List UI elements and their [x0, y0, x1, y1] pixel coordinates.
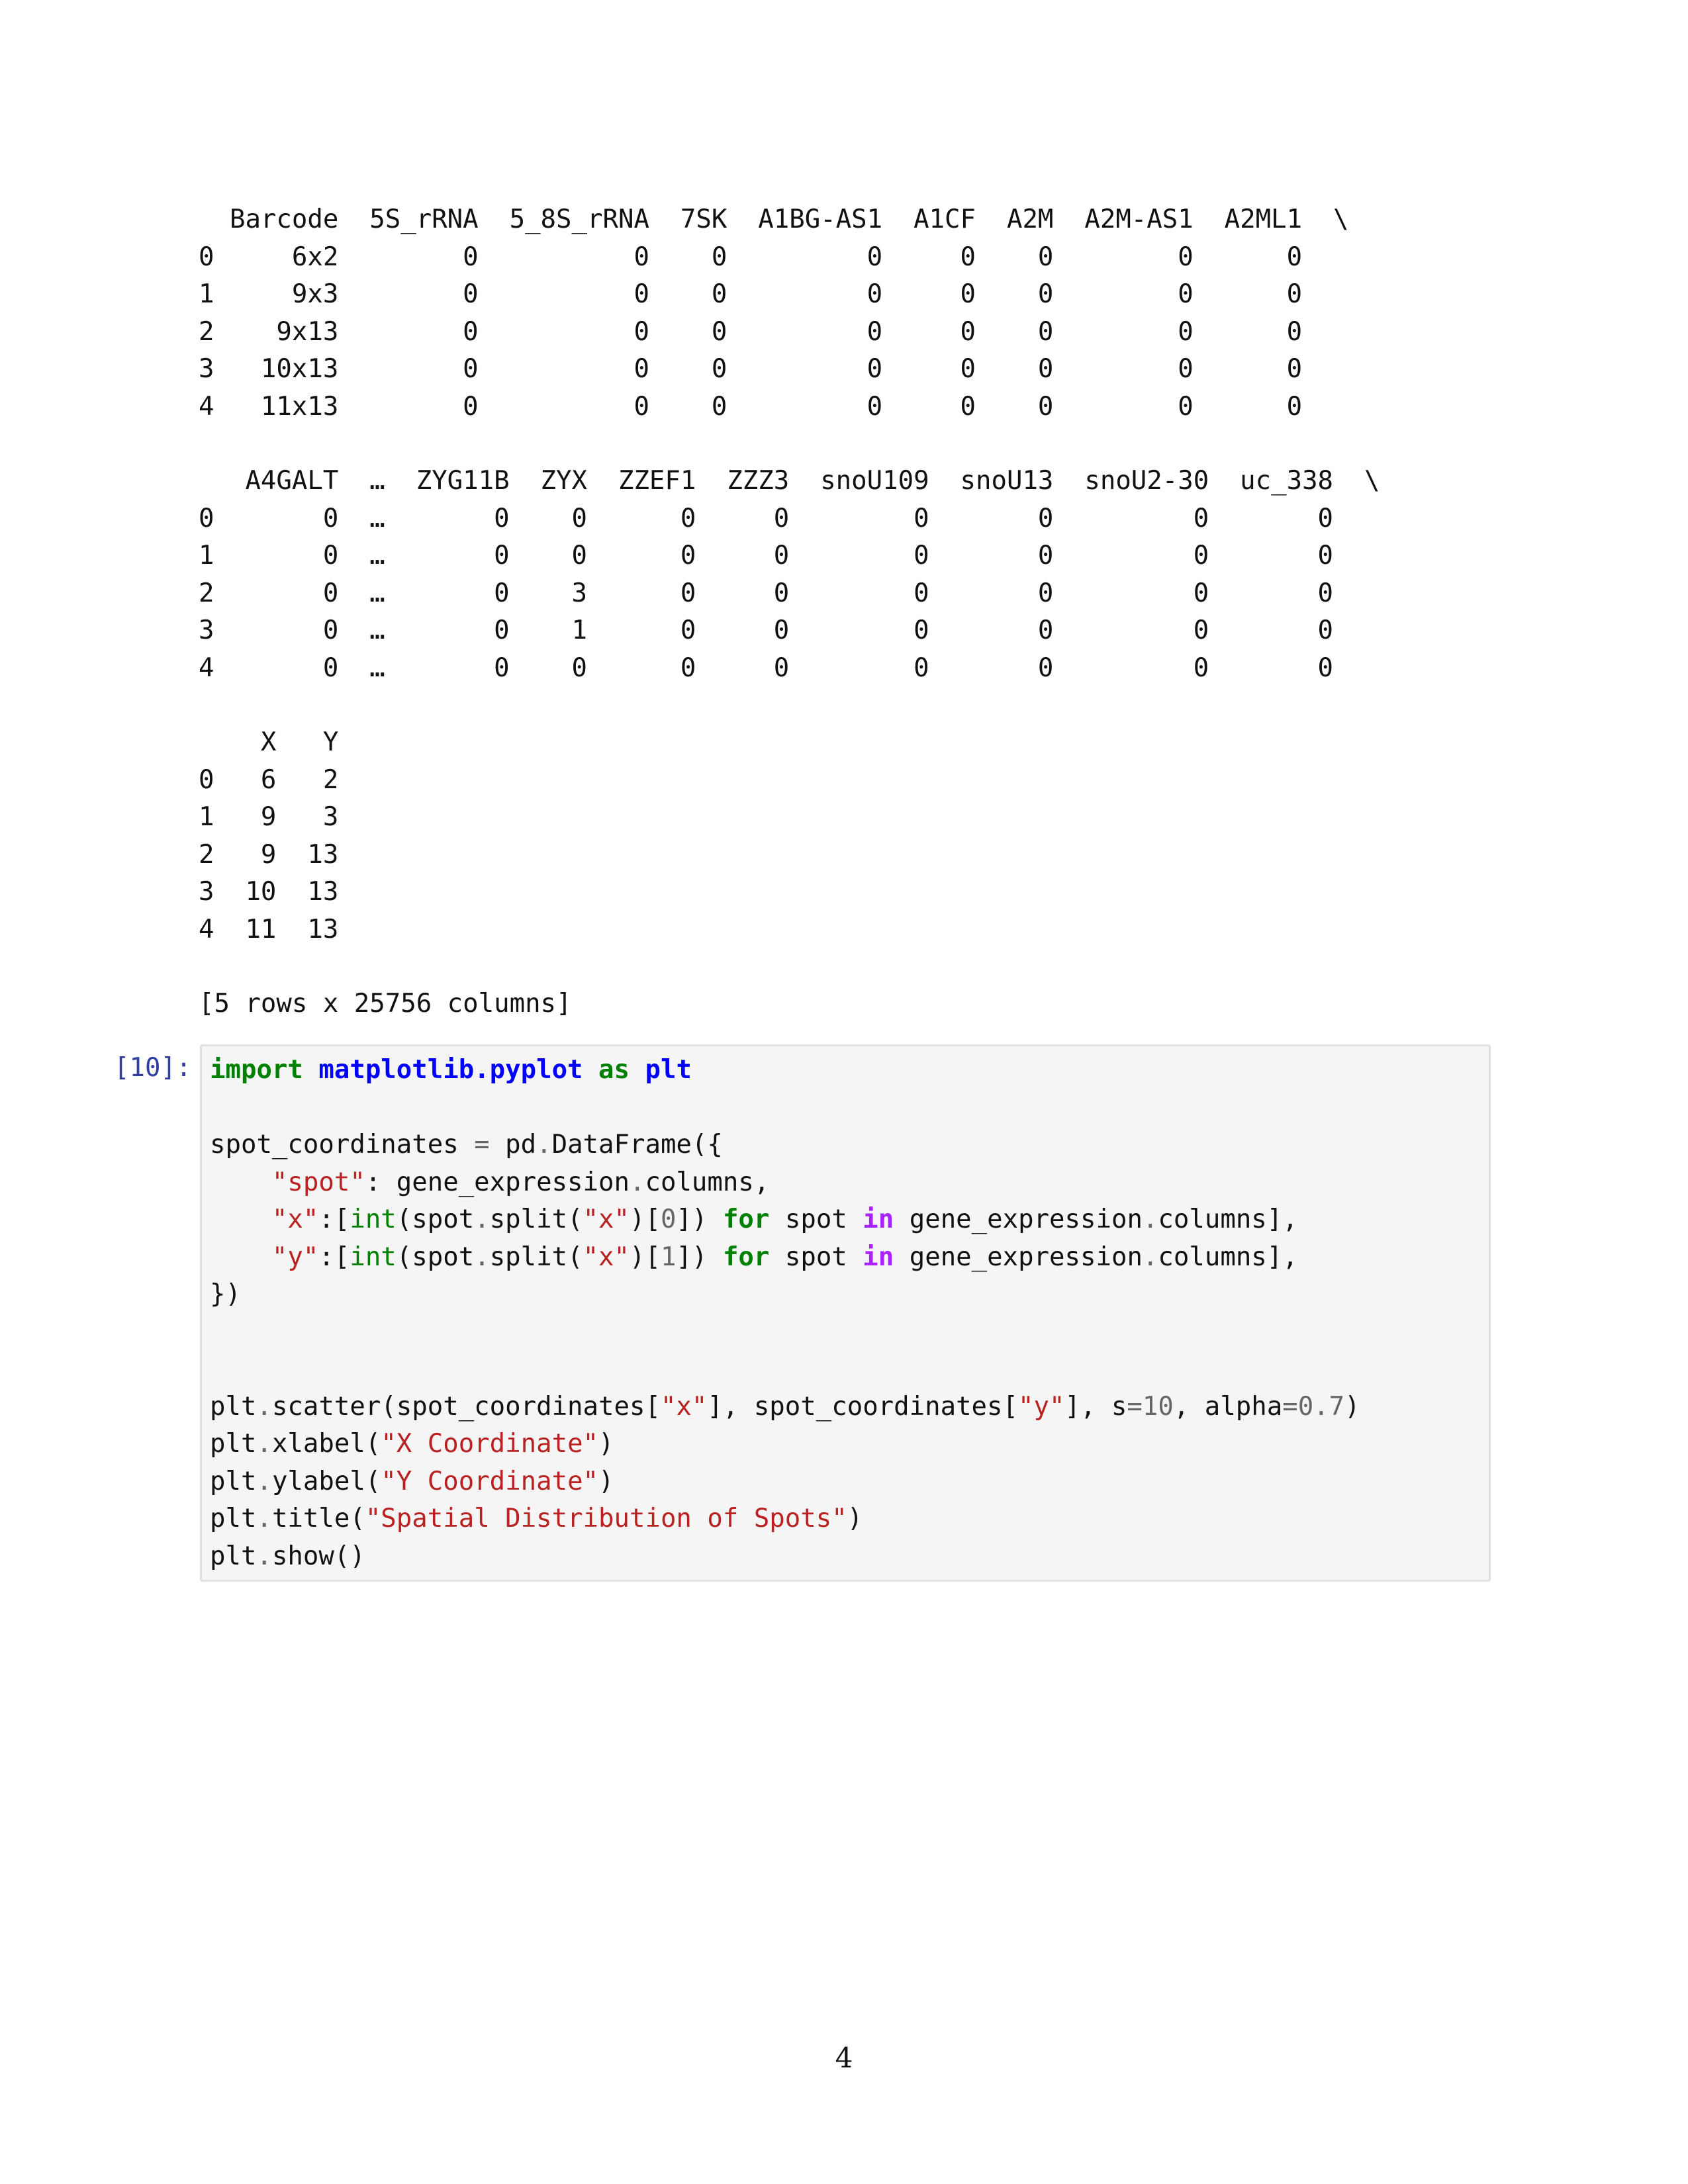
table-row: 1 0 … 0 0 0 0 0 0 0 0: [199, 541, 1334, 570]
code-cell[interactable]: [200, 1044, 1491, 1582]
table-header: A4GALT … ZYG11B ZYX ZZEF1 ZZZ3 snoU109 snoU13 snoU2-30 uc_338 \: [199, 466, 1380, 496]
table-row: 2 9 13: [199, 839, 339, 870]
code-line: "y":[int(spot.split("x")[1]) for spot in gene_expression.columns],: [271, 1242, 1298, 1272]
code-line: "x":[int(spot.split("x")[0]) for spot in gene_expression.columns],: [271, 1205, 1298, 1234]
table-header: X Y: [199, 727, 339, 757]
table-row: 0 6x2 0 0 0 0 0 0 0 0: [199, 242, 1303, 272]
table-row: 4 11 13: [199, 914, 339, 944]
code-line: plt.show(): [210, 1541, 365, 1571]
table-row: 0 0 … 0 0 0 0 0 0 0 0: [199, 503, 1334, 533]
table-row: 3 10 13: [199, 877, 339, 907]
table-row: 4 0 … 0 0 0 0 0 0 0 0: [199, 653, 1334, 683]
code-line: import matplotlib.pyplot as plt: [210, 1055, 692, 1085]
code-line: }): [210, 1279, 241, 1309]
dataframe-output-table-3: [199, 724, 338, 948]
cell-prompt: [10]:: [114, 1053, 192, 1083]
table-header: Barcode 5S_rRNA 5_8S_rRNA 7SK A1BG-AS1 A1CF A2M A2M-AS1 A2ML1 \: [199, 205, 1349, 234]
table-row: 3 0 … 0 1 0 0 0 0 0 0: [199, 615, 1334, 645]
table-row: 3 10x13 0 0 0 0 0 0 0 0: [199, 354, 1303, 384]
code-line: plt.ylabel("Y Coordinate"): [210, 1466, 614, 1496]
table-row: 1 9 3: [199, 802, 339, 832]
code-line: plt.title("Spatial Distribution of Spots"): [210, 1504, 863, 1533]
table-row: 0 6 2: [199, 764, 339, 795]
table-row: 1 9x3 0 0 0 0 0 0 0 0: [199, 279, 1303, 309]
table-row: 2 0 … 0 3 0 0 0 0 0 0: [199, 578, 1334, 608]
dataframe-output-table-1: [199, 201, 1349, 426]
code-editor[interactable]: [202, 1046, 1489, 1575]
code-line: "spot": gene_expression.columns,: [271, 1167, 770, 1197]
page-number: 4: [835, 2042, 853, 2074]
code-line: spot_coordinates = pd.DataFrame({: [210, 1130, 723, 1160]
table-row: 4 11x13 0 0 0 0 0 0 0 0: [199, 391, 1303, 422]
table-row: 2 9x13 0 0 0 0 0 0 0 0: [199, 316, 1303, 347]
dataframe-output-table-2: [199, 463, 1380, 687]
code-line: plt.xlabel("X Coordinate"): [210, 1429, 614, 1459]
code-line: plt.scatter(spot_coordinates["x"], spot_coordinates["y"], s=10, alpha=0.7): [210, 1391, 1360, 1422]
rows-summary: [5 rows x 25756 columns]: [199, 989, 572, 1019]
